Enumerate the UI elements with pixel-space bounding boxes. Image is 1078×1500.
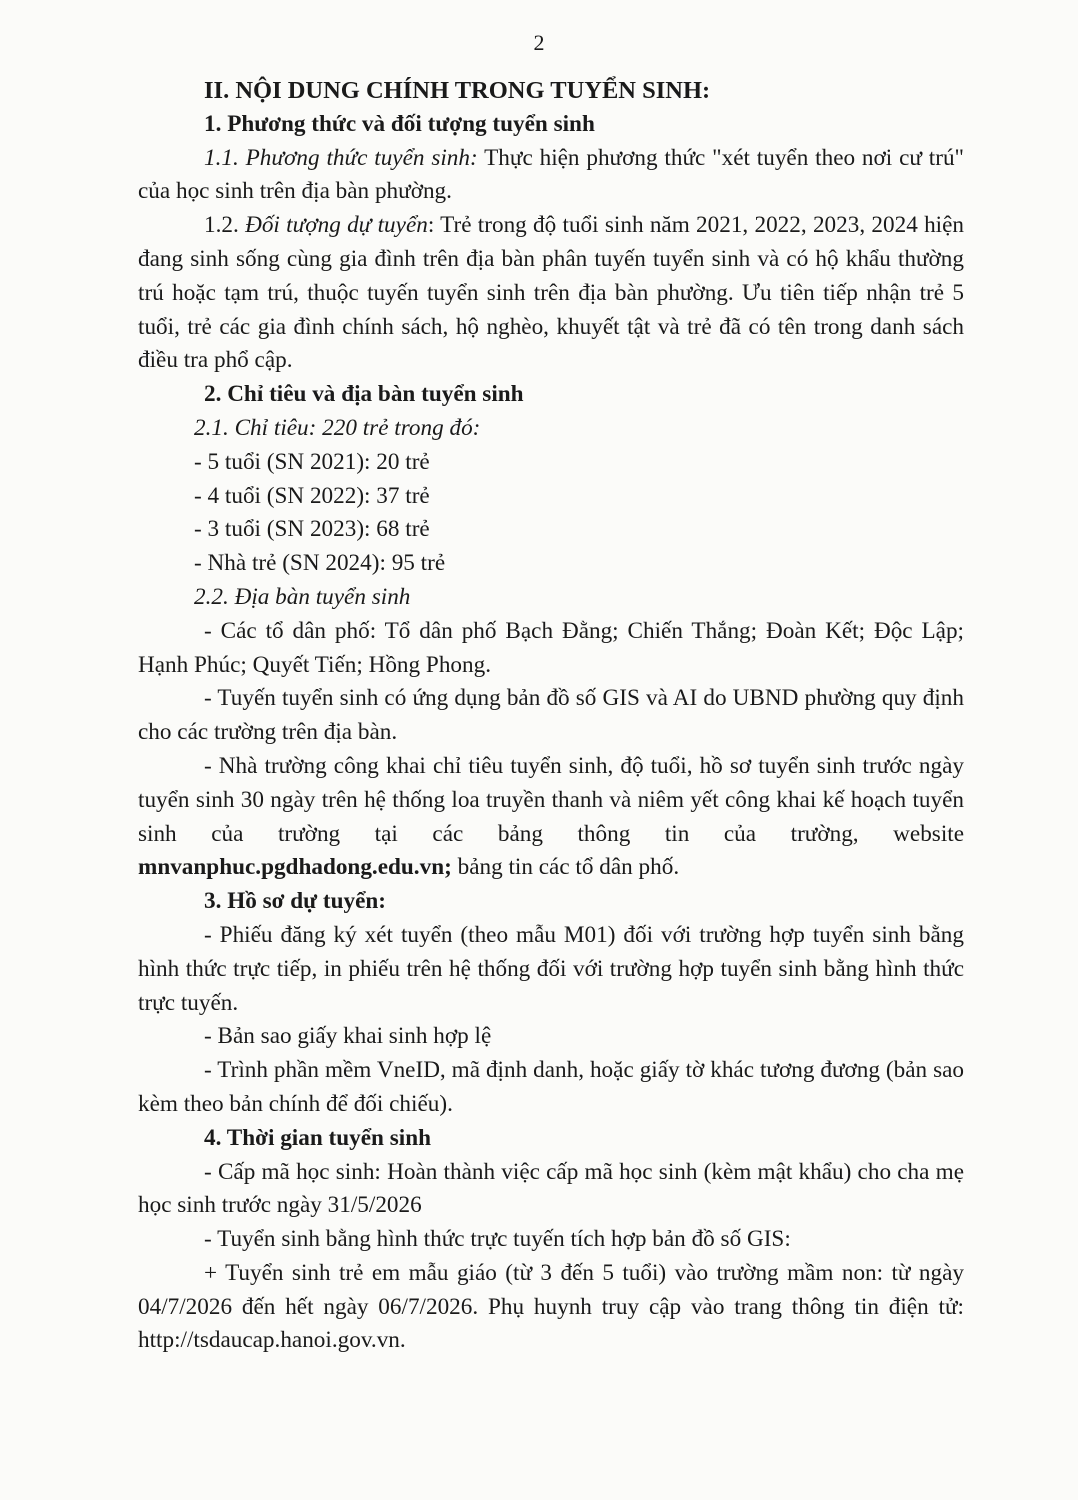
section-2-title: 2. Chỉ tiêu và địa bàn tuyển sinh [204,381,524,408]
section-1-1-label: 1.1. Phương thức tuyển sinh: [204,144,478,171]
section-heading: II. NỘI DUNG CHÍNH TRONG TUYỂN SINH: [204,77,711,104]
quota-item: - 5 tuổi (SN 2021): 20 trẻ [194,448,430,475]
website-link[interactable]: mnvanphuc.pgdhadong.edu.vn; [138,854,452,881]
time-paragraph-3: + Tuyển sinh trẻ em mẫu giáo (từ 3 đến 5 tuổi) vào trường mầm non: từ ngày 04/7/2026 đến hết ngày 06/7/2026. Phụ huynh truy cập vào trang thông tin điện tử: http://tsdaucap.hanoi.gov.vn. [138,1259,964,1354]
section-3-title: 3. Hồ sơ dự tuyển: [204,888,387,915]
docs-paragraph-2: - Bản sao giấy khai sinh hợp lệ [204,1023,492,1050]
section-1-2-label: Đối tượng dự tuyển [245,212,428,239]
area-paragraph-3-text: - Nhà trường công khai chỉ tiêu tuyển sinh, độ tuổi, hồ sơ tuyển sinh trước ngày tuyển sinh 30 ngày trên hệ thống loa truyền thanh và niêm yết công khai kế hoạch tuyển sinh của trường tại các bảng thông tin của trường, website [138,752,964,847]
quota-line: 2.1. Chỉ tiêu: 220 trẻ trong đó: [194,414,481,441]
docs-paragraph-1: - Phiếu đăng ký xét tuyển (theo mẫu M01) đối với trường hợp tuyển sinh bằng hình thức trực tiếp, in phiếu trên hệ thống đối với trường hợp tuyển sinh bằng hình thức trực tuyến. [138,921,964,1016]
time-paragraph-2: - Tuyển sinh bằng hình thức trực tuyến tích hợp bản đồ số GIS: [204,1226,791,1253]
section-1-2-number: 1.2. [204,212,246,239]
page-number: 2 [533,30,545,55]
section-1-2-text: : Trẻ trong độ tuổi sinh năm 2021, 2022, 2023, 2024 hiện đang sinh sống cùng gia đình trên địa bàn phân tuyến tuyển sinh và có hộ khẩu thường trú hoặc tạm trú, thuộc tuyến tuyển sinh trên địa bàn phường. Ưu tiên tiếp nhận trẻ 5 tuổi, trẻ các gia đình chính sách, hộ nghèo, khuyết tật và trẻ đã có tên trong danh sách điều tra phổ cập. [138,212,965,374]
quota-item: - 3 tuổi (SN 2023): 68 trẻ [194,516,430,543]
section-4-title: 4. Thời gian tuyển sinh [204,1124,431,1151]
document-body [138,74,964,1358]
area-title: 2.2. Địa bàn tuyển sinh [194,583,411,610]
area-paragraph-2: - Tuyến tuyển sinh có ứng dụng bản đồ số GIS và AI do UBND phường quy định cho các trường trên địa bàn. [138,685,964,746]
docs-paragraph-3: - Trình phần mềm VneID, mã định danh, hoặc giấy tờ khác tương đương (bản sao kèm theo bản chính để đối chiếu). [138,1057,964,1117]
time-paragraph-1: - Cấp mã học sinh: Hoàn thành việc cấp mã học sinh (kèm mật khẩu) cho cha mẹ học sinh trước ngày 31/5/2026 [138,1158,964,1219]
quota-item: - Nhà trẻ (SN 2024): 95 trẻ [194,550,446,577]
section-1-2-paragraph [138,209,964,378]
quota-item: - 4 tuổi (SN 2022): 37 trẻ [194,482,430,509]
section-1-title: 1. Phương thức và đối tượng tuyển sinh [204,110,595,137]
section-1-1-text: Thực hiện phương thức "xét tuyển theo nơi cư trú" của học sinh trên địa bàn phường. [138,144,965,205]
area-paragraph-3-end: bảng tin các tổ dân phố. [451,854,680,881]
section-1-1-paragraph [138,142,964,210]
area-paragraph-3 [138,750,964,885]
area-paragraph-1: - Các tổ dân phố: Tổ dân phố Bạch Đằng; Chiến Thắng; Đoàn Kết; Độc Lập; Hạnh Phúc; Quyết Tiến; Hồng Phong. [138,617,964,678]
